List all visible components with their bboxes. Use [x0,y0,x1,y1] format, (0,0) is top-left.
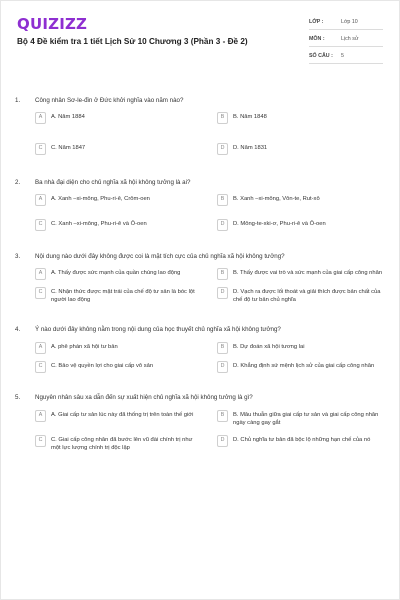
option-text: D. Năm 1831 [233,145,268,151]
option-text: C. Bảo vệ quyền lợi cho giai cấp vô sản [51,362,154,369]
question-number: 1. [15,96,21,104]
question-line [15,175,385,189]
question-2 [15,175,385,231]
option-letter: A [35,268,46,280]
question-1 [15,93,385,155]
option-a[interactable] [35,343,203,354]
question-line [15,323,385,337]
option-letter: C [35,435,46,447]
question-text: Ý nào dưới đây không nằm trong nội dung của học thuyết chủ nghĩa xã hội không tưởng? [35,326,281,334]
question-text: Công nhân Sơ-le-đin ở Đức khởi nghĩa vào năm nào? [35,96,184,104]
option-text: B. Xanh –xi-mông, Vôn-te, Rut-xô [233,196,320,202]
option-letter: C [35,143,46,155]
meta-count-value: 5 [341,53,344,59]
option-letter: D [217,143,228,155]
meta-subject-label: MÔN : [309,36,325,42]
option-b[interactable] [217,113,385,124]
question-text: Nguyên nhân sâu xa dẫn đến sự xuất hiện chủ nghĩa xã hội không tưởng là gì? [35,394,253,402]
option-c[interactable] [35,362,203,373]
option-b[interactable] [217,411,385,428]
option-a[interactable] [35,113,203,124]
quiz-header [15,13,385,73]
option-letter: D [217,287,228,299]
answer-options [15,343,385,373]
option-text: B. Dự đoán xã hội tương lai [233,343,305,350]
question-number: 5. [15,394,21,402]
option-text: A. Giai cấp tư sản lúc này đã thống trị trên toàn thế giới [51,411,194,418]
quiz-title: Bộ 4 Đề kiểm tra 1 tiết Lịch Sử 10 Chương 3 (Phần 3 - Đề 2) [17,37,248,46]
option-d[interactable] [217,144,385,155]
question-number: 3. [15,252,21,260]
option-letter: B [217,194,228,206]
option-a[interactable] [35,411,203,428]
option-d[interactable] [217,362,385,373]
option-text: D. Chủ nghĩa tư bản đã bộc lộ những hạn chế của nó [233,436,371,443]
option-b[interactable] [217,343,385,354]
meta-count-label: SỐ CÂU : [309,53,333,59]
option-text: D. Mông-te-xki-ơ, Phu-ri-ê và Ô-oen [233,221,326,227]
option-a[interactable] [35,195,203,206]
question-text: Nội dung nào dưới đây không được coi là mặt tích cực của chủ nghĩa xã hội không tưởng? [35,252,285,260]
option-text: A. Năm 1884 [51,114,85,120]
option-text: B. Mâu thuẫn giữa giai cấp tư sản và giai cấp công nhân ngày càng gay gắt [233,411,379,427]
question-number: 4. [15,326,21,334]
option-text: C. Nhận thức được mặt trái của chế độ tư sản là bóc lột người lao động [51,289,195,304]
option-text: C. Giai cấp công nhân đã bước lên vũ đài chính trị như một lực lượng chính trị độc lập [51,436,193,451]
option-letter: B [217,410,228,422]
answer-options [15,269,385,305]
quizizz-logo: QUIZIZZ [17,15,88,33]
option-letter: D [217,219,228,231]
option-text: D. Khẳng định sứ mệnh lịch sử của giai cấp công nhân [233,362,375,369]
option-d[interactable] [217,436,385,453]
option-c[interactable] [35,144,203,155]
meta-class-value: Lớp 10 [341,19,358,25]
question-line [15,93,385,107]
option-letter: C [35,219,46,231]
meta-class-row [309,15,383,30]
option-letter: A [35,112,46,124]
question-text: Ba nhà đại diện cho chủ nghĩa xã hội không tưởng là ai? [35,178,191,186]
option-d[interactable] [217,288,385,305]
quiz-meta [309,15,383,64]
option-letter: D [217,435,228,447]
option-c[interactable] [35,220,203,231]
option-text: B. Năm 1848 [233,114,267,120]
option-text: A. Xanh –xi-mông, Phu-ri-ê, Crôm-oen [51,196,150,202]
question-line [15,391,385,405]
option-letter: B [217,112,228,124]
question-line [15,249,385,263]
option-text: C. Năm 1847 [51,145,86,151]
meta-subject-row [309,32,383,47]
option-letter: A [35,342,46,354]
option-c[interactable] [35,436,203,453]
option-text: C. Xanh –xi-mông, Phu-ri-ê và Ô-oen [51,221,147,227]
option-letter: C [35,361,46,373]
option-a[interactable] [35,269,203,280]
option-letter: A [35,194,46,206]
option-text: B. Thấy được vai trò và sức mạnh của giai cấp công nhân [233,270,383,276]
option-letter: B [217,268,228,280]
option-b[interactable] [217,269,385,280]
answer-options [15,113,385,155]
question-5 [15,391,385,453]
question-number: 2. [15,178,21,186]
option-letter: A [35,410,46,422]
option-letter: C [35,287,46,299]
option-c[interactable] [35,288,203,305]
option-b[interactable] [217,195,385,206]
option-d[interactable] [217,220,385,231]
option-letter: B [217,342,228,354]
meta-count-row [309,49,383,64]
option-text: D. Vạch ra được lối thoát và giải thích được bản chất của chế độ tư bản chủ nghĩa [233,289,381,304]
meta-subject-value: Lịch sử [341,36,359,42]
answer-options [15,411,385,453]
option-letter: D [217,361,228,373]
answer-options [15,195,385,231]
question-4 [15,323,385,373]
option-text: A. phê phán xã hội tư bản [51,343,118,350]
question-3 [15,249,385,305]
option-text: A. Thấy được sức mạnh của quần chúng lao động [51,270,181,276]
meta-class-label: LỚP : [309,19,324,25]
